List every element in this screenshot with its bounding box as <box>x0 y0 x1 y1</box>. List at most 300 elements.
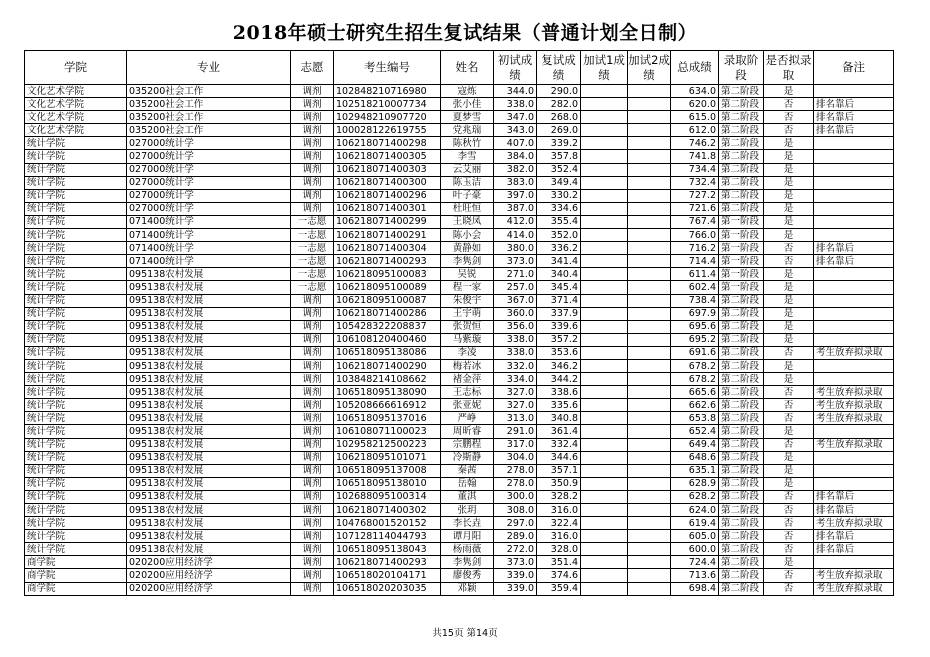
cell-total-score: 746.2 <box>671 137 719 150</box>
cell-extra2-score <box>628 425 671 438</box>
cell-preference: 调剂 <box>291 137 334 150</box>
cell-admission-stage: 第二阶段 <box>719 189 764 202</box>
cell-major: 095138农村发展 <box>127 346 291 359</box>
cell-retest-score: 334.6 <box>537 202 581 215</box>
cell-extra2-score <box>628 163 671 176</box>
cell-total-score: 697.9 <box>671 307 719 320</box>
cell-extra2-score <box>628 438 671 451</box>
cell-remarks: 排名靠后 <box>814 530 894 543</box>
cell-candidate-id: 106218095100089 <box>334 281 441 294</box>
cell-extra1-score <box>581 517 628 530</box>
cell-name: 董淇 <box>441 490 494 503</box>
cell-major: 095138农村发展 <box>127 359 291 372</box>
cell-college: 统计学院 <box>25 229 127 242</box>
cell-remarks: 考生放弃拟录取 <box>814 569 894 582</box>
cell-preference: 调剂 <box>291 294 334 307</box>
cell-college: 商学院 <box>25 582 127 595</box>
cell-total-score: 716.2 <box>671 242 719 255</box>
cell-extra2-score <box>628 490 671 503</box>
cell-extra2-score <box>628 268 671 281</box>
cell-preference: 调剂 <box>291 189 334 202</box>
cell-extra2-score <box>628 98 671 111</box>
cell-candidate-id: 103848214108662 <box>334 373 441 386</box>
cell-admitted: 是 <box>764 176 814 189</box>
cell-admitted: 是 <box>764 268 814 281</box>
cell-total-score: 611.4 <box>671 268 719 281</box>
cell-candidate-id: 106218071400299 <box>334 215 441 228</box>
cell-extra1-score <box>581 85 628 98</box>
cell-initial-score: 304.0 <box>494 451 537 464</box>
cell-candidate-id: 106218071400296 <box>334 189 441 202</box>
cell-remarks: 考生放弃拟录取 <box>814 438 894 451</box>
cell-admission-stage: 第二阶段 <box>719 477 764 490</box>
cell-admission-stage: 第二阶段 <box>719 425 764 438</box>
cell-college: 商学院 <box>25 556 127 569</box>
cell-extra1-score <box>581 569 628 582</box>
cell-remarks: 排名靠后 <box>814 111 894 124</box>
cell-candidate-id: 106218071400305 <box>334 150 441 163</box>
cell-extra1-score <box>581 229 628 242</box>
cell-extra1-score <box>581 425 628 438</box>
table-row <box>25 281 894 294</box>
cell-extra2-score <box>628 320 671 333</box>
cell-major: 095138农村发展 <box>127 543 291 556</box>
cell-preference: 一志愿 <box>291 255 334 268</box>
cell-major: 095138农村发展 <box>127 281 291 294</box>
cell-preference: 调剂 <box>291 582 334 595</box>
cell-initial-score: 373.0 <box>494 255 537 268</box>
cell-admission-stage: 第二阶段 <box>719 490 764 503</box>
cell-admission-stage: 第一阶段 <box>719 215 764 228</box>
cell-retest-score: 339.6 <box>537 320 581 333</box>
cell-remarks: 考生放弃拟录取 <box>814 582 894 595</box>
cell-initial-score: 313.0 <box>494 412 537 425</box>
cell-remarks <box>814 189 894 202</box>
cell-major: 095138农村发展 <box>127 451 291 464</box>
cell-initial-score: 300.0 <box>494 490 537 503</box>
cell-extra2-score <box>628 543 671 556</box>
cell-admitted: 是 <box>764 150 814 163</box>
cell-name: 王宇萌 <box>441 307 494 320</box>
cell-retest-score: 339.2 <box>537 137 581 150</box>
cell-extra1-score <box>581 255 628 268</box>
cell-initial-score: 291.0 <box>494 425 537 438</box>
cell-preference: 调剂 <box>291 150 334 163</box>
cell-college: 统计学院 <box>25 346 127 359</box>
cell-admitted: 是 <box>764 189 814 202</box>
cell-admitted: 否 <box>764 124 814 137</box>
cell-extra1-score <box>581 582 628 595</box>
cell-admitted: 否 <box>764 386 814 399</box>
cell-name: 王晓凤 <box>441 215 494 228</box>
cell-college: 统计学院 <box>25 255 127 268</box>
cell-extra2-score <box>628 189 671 202</box>
cell-remarks <box>814 85 894 98</box>
cell-extra1-score <box>581 242 628 255</box>
cell-preference: 调剂 <box>291 438 334 451</box>
cell-college: 统计学院 <box>25 517 127 530</box>
header-initial-score: 初试成绩 <box>494 51 537 85</box>
cell-retest-score: 332.4 <box>537 438 581 451</box>
cell-preference: 调剂 <box>291 490 334 503</box>
cell-candidate-id: 106218071400301 <box>334 202 441 215</box>
cell-college: 统计学院 <box>25 150 127 163</box>
cell-remarks: 考生放弃拟录取 <box>814 412 894 425</box>
cell-preference: 一志愿 <box>291 215 334 228</box>
table-row <box>25 163 894 176</box>
cell-remarks <box>814 176 894 189</box>
cell-extra1-score <box>581 137 628 150</box>
cell-extra2-score <box>628 412 671 425</box>
cell-major: 095138农村发展 <box>127 504 291 517</box>
cell-remarks: 排名靠后 <box>814 242 894 255</box>
cell-extra1-score <box>581 320 628 333</box>
header-extra2-score: 加试2成绩 <box>628 51 671 85</box>
table-row <box>25 111 894 124</box>
cell-initial-score: 338.0 <box>494 333 537 346</box>
cell-name: 黄静如 <box>441 242 494 255</box>
cell-extra2-score <box>628 176 671 189</box>
cell-admission-stage: 第二阶段 <box>719 333 764 346</box>
cell-retest-score: 268.0 <box>537 111 581 124</box>
table-row <box>25 359 894 372</box>
cell-retest-score: 357.2 <box>537 333 581 346</box>
cell-retest-score: 359.4 <box>537 582 581 595</box>
cell-initial-score: 327.0 <box>494 399 537 412</box>
cell-remarks <box>814 320 894 333</box>
cell-preference: 调剂 <box>291 464 334 477</box>
cell-extra1-score <box>581 176 628 189</box>
cell-admission-stage: 第二阶段 <box>719 504 764 517</box>
cell-candidate-id: 106518095138010 <box>334 477 441 490</box>
cell-preference: 调剂 <box>291 504 334 517</box>
header-remarks: 备注 <box>814 51 894 85</box>
cell-name: 叶子豪 <box>441 189 494 202</box>
cell-candidate-id: 106218095100087 <box>334 294 441 307</box>
cell-extra1-score <box>581 438 628 451</box>
cell-extra2-score <box>628 399 671 412</box>
cell-remarks: 排名靠后 <box>814 543 894 556</box>
cell-remarks: 排名靠后 <box>814 490 894 503</box>
cell-remarks: 排名靠后 <box>814 98 894 111</box>
cell-extra1-score <box>581 150 628 163</box>
table-row <box>25 176 894 189</box>
cell-admitted: 是 <box>764 137 814 150</box>
header-admission-stage: 录取阶段 <box>719 51 764 85</box>
cell-admission-stage: 第一阶段 <box>719 229 764 242</box>
table-row <box>25 268 894 281</box>
table-row <box>25 242 894 255</box>
cell-initial-score: 271.0 <box>494 268 537 281</box>
cell-name: 党兆瑞 <box>441 124 494 137</box>
cell-admitted: 是 <box>764 425 814 438</box>
cell-remarks <box>814 137 894 150</box>
cell-candidate-id: 102958212500223 <box>334 438 441 451</box>
cell-total-score: 620.0 <box>671 98 719 111</box>
cell-initial-score: 339.0 <box>494 569 537 582</box>
cell-total-score: 635.1 <box>671 464 719 477</box>
cell-extra1-score <box>581 359 628 372</box>
cell-admitted: 是 <box>764 464 814 477</box>
cell-admission-stage: 第二阶段 <box>719 294 764 307</box>
cell-name: 张玥 <box>441 504 494 517</box>
cell-preference: 调剂 <box>291 517 334 530</box>
cell-college: 文化艺术学院 <box>25 98 127 111</box>
cell-name: 张小佳 <box>441 98 494 111</box>
cell-college: 统计学院 <box>25 425 127 438</box>
table-row <box>25 373 894 386</box>
cell-admitted: 否 <box>764 255 814 268</box>
cell-admission-stage: 第二阶段 <box>719 137 764 150</box>
cell-preference: 调剂 <box>291 176 334 189</box>
cell-admission-stage: 第二阶段 <box>719 582 764 595</box>
cell-candidate-id: 106218095100083 <box>334 268 441 281</box>
table-row <box>25 137 894 150</box>
cell-major: 027000统计学 <box>127 150 291 163</box>
cell-extra1-score <box>581 294 628 307</box>
cell-admission-stage: 第二阶段 <box>719 320 764 333</box>
cell-admitted: 否 <box>764 438 814 451</box>
cell-college: 统计学院 <box>25 530 127 543</box>
cell-preference: 调剂 <box>291 412 334 425</box>
cell-major: 095138农村发展 <box>127 294 291 307</box>
cell-retest-score: 340.4 <box>537 268 581 281</box>
table-row <box>25 582 894 595</box>
cell-initial-score: 344.0 <box>494 85 537 98</box>
cell-name: 李隽剑 <box>441 255 494 268</box>
cell-extra2-score <box>628 530 671 543</box>
cell-initial-score: 347.0 <box>494 111 537 124</box>
cell-retest-score: 330.2 <box>537 189 581 202</box>
cell-name: 杨雨薇 <box>441 543 494 556</box>
cell-candidate-id: 106218071400290 <box>334 359 441 372</box>
cell-major: 095138农村发展 <box>127 268 291 281</box>
table-row <box>25 569 894 582</box>
cell-retest-score: 350.9 <box>537 477 581 490</box>
cell-extra2-score <box>628 137 671 150</box>
table-row <box>25 543 894 556</box>
cell-admitted: 否 <box>764 242 814 255</box>
cell-initial-score: 383.0 <box>494 176 537 189</box>
cell-admission-stage: 第二阶段 <box>719 124 764 137</box>
cell-candidate-id: 106218071400298 <box>334 137 441 150</box>
cell-college: 统计学院 <box>25 386 127 399</box>
cell-major: 071400统计学 <box>127 255 291 268</box>
cell-candidate-id: 106518020104171 <box>334 569 441 582</box>
cell-major: 095138农村发展 <box>127 464 291 477</box>
cell-extra1-score <box>581 189 628 202</box>
cell-preference: 调剂 <box>291 373 334 386</box>
cell-total-score: 628.9 <box>671 477 719 490</box>
cell-extra2-score <box>628 124 671 137</box>
cell-college: 统计学院 <box>25 268 127 281</box>
cell-extra1-score <box>581 163 628 176</box>
table-row <box>25 85 894 98</box>
cell-extra1-score <box>581 268 628 281</box>
cell-admission-stage: 第二阶段 <box>719 98 764 111</box>
cell-name: 李凌 <box>441 346 494 359</box>
cell-name: 李隽剑 <box>441 556 494 569</box>
cell-total-score: 713.6 <box>671 569 719 582</box>
cell-preference: 一志愿 <box>291 229 334 242</box>
cell-college: 统计学院 <box>25 242 127 255</box>
cell-extra2-score <box>628 464 671 477</box>
cell-admitted: 否 <box>764 517 814 530</box>
cell-total-score: 724.4 <box>671 556 719 569</box>
table-row <box>25 202 894 215</box>
table-row <box>25 386 894 399</box>
cell-extra1-score <box>581 111 628 124</box>
cell-admission-stage: 第二阶段 <box>719 111 764 124</box>
cell-admitted: 是 <box>764 229 814 242</box>
table-row <box>25 504 894 517</box>
cell-extra1-score <box>581 373 628 386</box>
cell-name: 陈小会 <box>441 229 494 242</box>
cell-remarks: 考生放弃拟录取 <box>814 346 894 359</box>
cell-preference: 调剂 <box>291 346 334 359</box>
cell-preference: 调剂 <box>291 543 334 556</box>
cell-initial-score: 332.0 <box>494 359 537 372</box>
cell-retest-score: 328.2 <box>537 490 581 503</box>
cell-preference: 调剂 <box>291 399 334 412</box>
cell-preference: 一志愿 <box>291 281 334 294</box>
cell-college: 统计学院 <box>25 294 127 307</box>
cell-major: 027000统计学 <box>127 189 291 202</box>
cell-retest-score: 344.2 <box>537 373 581 386</box>
cell-remarks: 考生放弃拟录取 <box>814 517 894 530</box>
table-row <box>25 215 894 228</box>
cell-preference: 调剂 <box>291 124 334 137</box>
cell-candidate-id: 107128114044793 <box>334 530 441 543</box>
cell-extra2-score <box>628 215 671 228</box>
cell-name: 李长垚 <box>441 517 494 530</box>
cell-retest-score: 322.4 <box>537 517 581 530</box>
cell-extra1-score <box>581 281 628 294</box>
cell-remarks <box>814 163 894 176</box>
cell-name: 冷斯静 <box>441 451 494 464</box>
cell-admitted: 是 <box>764 359 814 372</box>
cell-remarks <box>814 307 894 320</box>
table-row <box>25 530 894 543</box>
cell-extra2-score <box>628 242 671 255</box>
cell-retest-score: 349.4 <box>537 176 581 189</box>
cell-preference: 调剂 <box>291 111 334 124</box>
cell-major: 095138农村发展 <box>127 490 291 503</box>
cell-initial-score: 289.0 <box>494 530 537 543</box>
cell-extra2-score <box>628 477 671 490</box>
header-name: 姓名 <box>441 51 494 85</box>
cell-remarks <box>814 215 894 228</box>
cell-initial-score: 297.0 <box>494 517 537 530</box>
cell-initial-score: 339.0 <box>494 582 537 595</box>
cell-admitted: 是 <box>764 477 814 490</box>
cell-preference: 调剂 <box>291 333 334 346</box>
cell-major: 035200社会工作 <box>127 85 291 98</box>
cell-name: 吴锐 <box>441 268 494 281</box>
table-row <box>25 451 894 464</box>
cell-admitted: 是 <box>764 215 814 228</box>
cell-admission-stage: 第二阶段 <box>719 346 764 359</box>
cell-total-score: 678.2 <box>671 359 719 372</box>
cell-college: 统计学院 <box>25 137 127 150</box>
cell-total-score: 741.8 <box>671 150 719 163</box>
cell-remarks <box>814 425 894 438</box>
cell-initial-score: 308.0 <box>494 504 537 517</box>
cell-total-score: 600.0 <box>671 543 719 556</box>
cell-extra1-score <box>581 124 628 137</box>
cell-name: 云艾丽 <box>441 163 494 176</box>
cell-extra2-score <box>628 359 671 372</box>
cell-major: 095138农村发展 <box>127 477 291 490</box>
cell-initial-score: 327.0 <box>494 386 537 399</box>
cell-admission-stage: 第二阶段 <box>719 373 764 386</box>
cell-total-score: 662.6 <box>671 399 719 412</box>
cell-retest-score: 344.6 <box>537 451 581 464</box>
cell-total-score: 695.6 <box>671 320 719 333</box>
cell-extra2-score <box>628 582 671 595</box>
cell-candidate-id: 102948210907720 <box>334 111 441 124</box>
cell-initial-score: 414.0 <box>494 229 537 242</box>
cell-retest-score: 352.4 <box>537 163 581 176</box>
header-major: 专业 <box>127 51 291 85</box>
cell-preference: 调剂 <box>291 307 334 320</box>
results-table <box>24 50 894 596</box>
cell-initial-score: 380.0 <box>494 242 537 255</box>
cell-initial-score: 338.0 <box>494 346 537 359</box>
table-row <box>25 556 894 569</box>
cell-total-score: 648.6 <box>671 451 719 464</box>
cell-major: 071400统计学 <box>127 229 291 242</box>
cell-remarks <box>814 281 894 294</box>
cell-candidate-id: 106218071400302 <box>334 504 441 517</box>
cell-initial-score: 382.0 <box>494 163 537 176</box>
cell-admitted: 是 <box>764 320 814 333</box>
cell-retest-score: 352.0 <box>537 229 581 242</box>
cell-major: 020200应用经济学 <box>127 582 291 595</box>
table-row <box>25 333 894 346</box>
cell-college: 统计学院 <box>25 359 127 372</box>
table-row <box>25 425 894 438</box>
cell-name: 严峥 <box>441 412 494 425</box>
cell-candidate-id: 106518095138043 <box>334 543 441 556</box>
cell-college: 文化艺术学院 <box>25 111 127 124</box>
cell-retest-score: 336.2 <box>537 242 581 255</box>
cell-remarks: 考生放弃拟录取 <box>814 386 894 399</box>
cell-major: 071400统计学 <box>127 215 291 228</box>
cell-remarks <box>814 359 894 372</box>
cell-retest-score: 316.0 <box>537 504 581 517</box>
cell-name: 秦茜 <box>441 464 494 477</box>
cell-total-score: 727.2 <box>671 189 719 202</box>
cell-admitted: 否 <box>764 98 814 111</box>
cell-preference: 调剂 <box>291 477 334 490</box>
cell-admitted: 是 <box>764 307 814 320</box>
cell-name: 廖俊秀 <box>441 569 494 582</box>
cell-candidate-id: 105428322208837 <box>334 320 441 333</box>
cell-college: 统计学院 <box>25 281 127 294</box>
cell-total-score: 691.6 <box>671 346 719 359</box>
cell-name: 梅若冰 <box>441 359 494 372</box>
cell-extra2-score <box>628 386 671 399</box>
cell-admitted: 是 <box>764 202 814 215</box>
cell-admission-stage: 第二阶段 <box>719 517 764 530</box>
cell-college: 统计学院 <box>25 333 127 346</box>
cell-total-score: 619.4 <box>671 517 719 530</box>
cell-major: 095138农村发展 <box>127 333 291 346</box>
cell-extra1-score <box>581 412 628 425</box>
cell-college: 统计学院 <box>25 412 127 425</box>
cell-total-score: 665.6 <box>671 386 719 399</box>
